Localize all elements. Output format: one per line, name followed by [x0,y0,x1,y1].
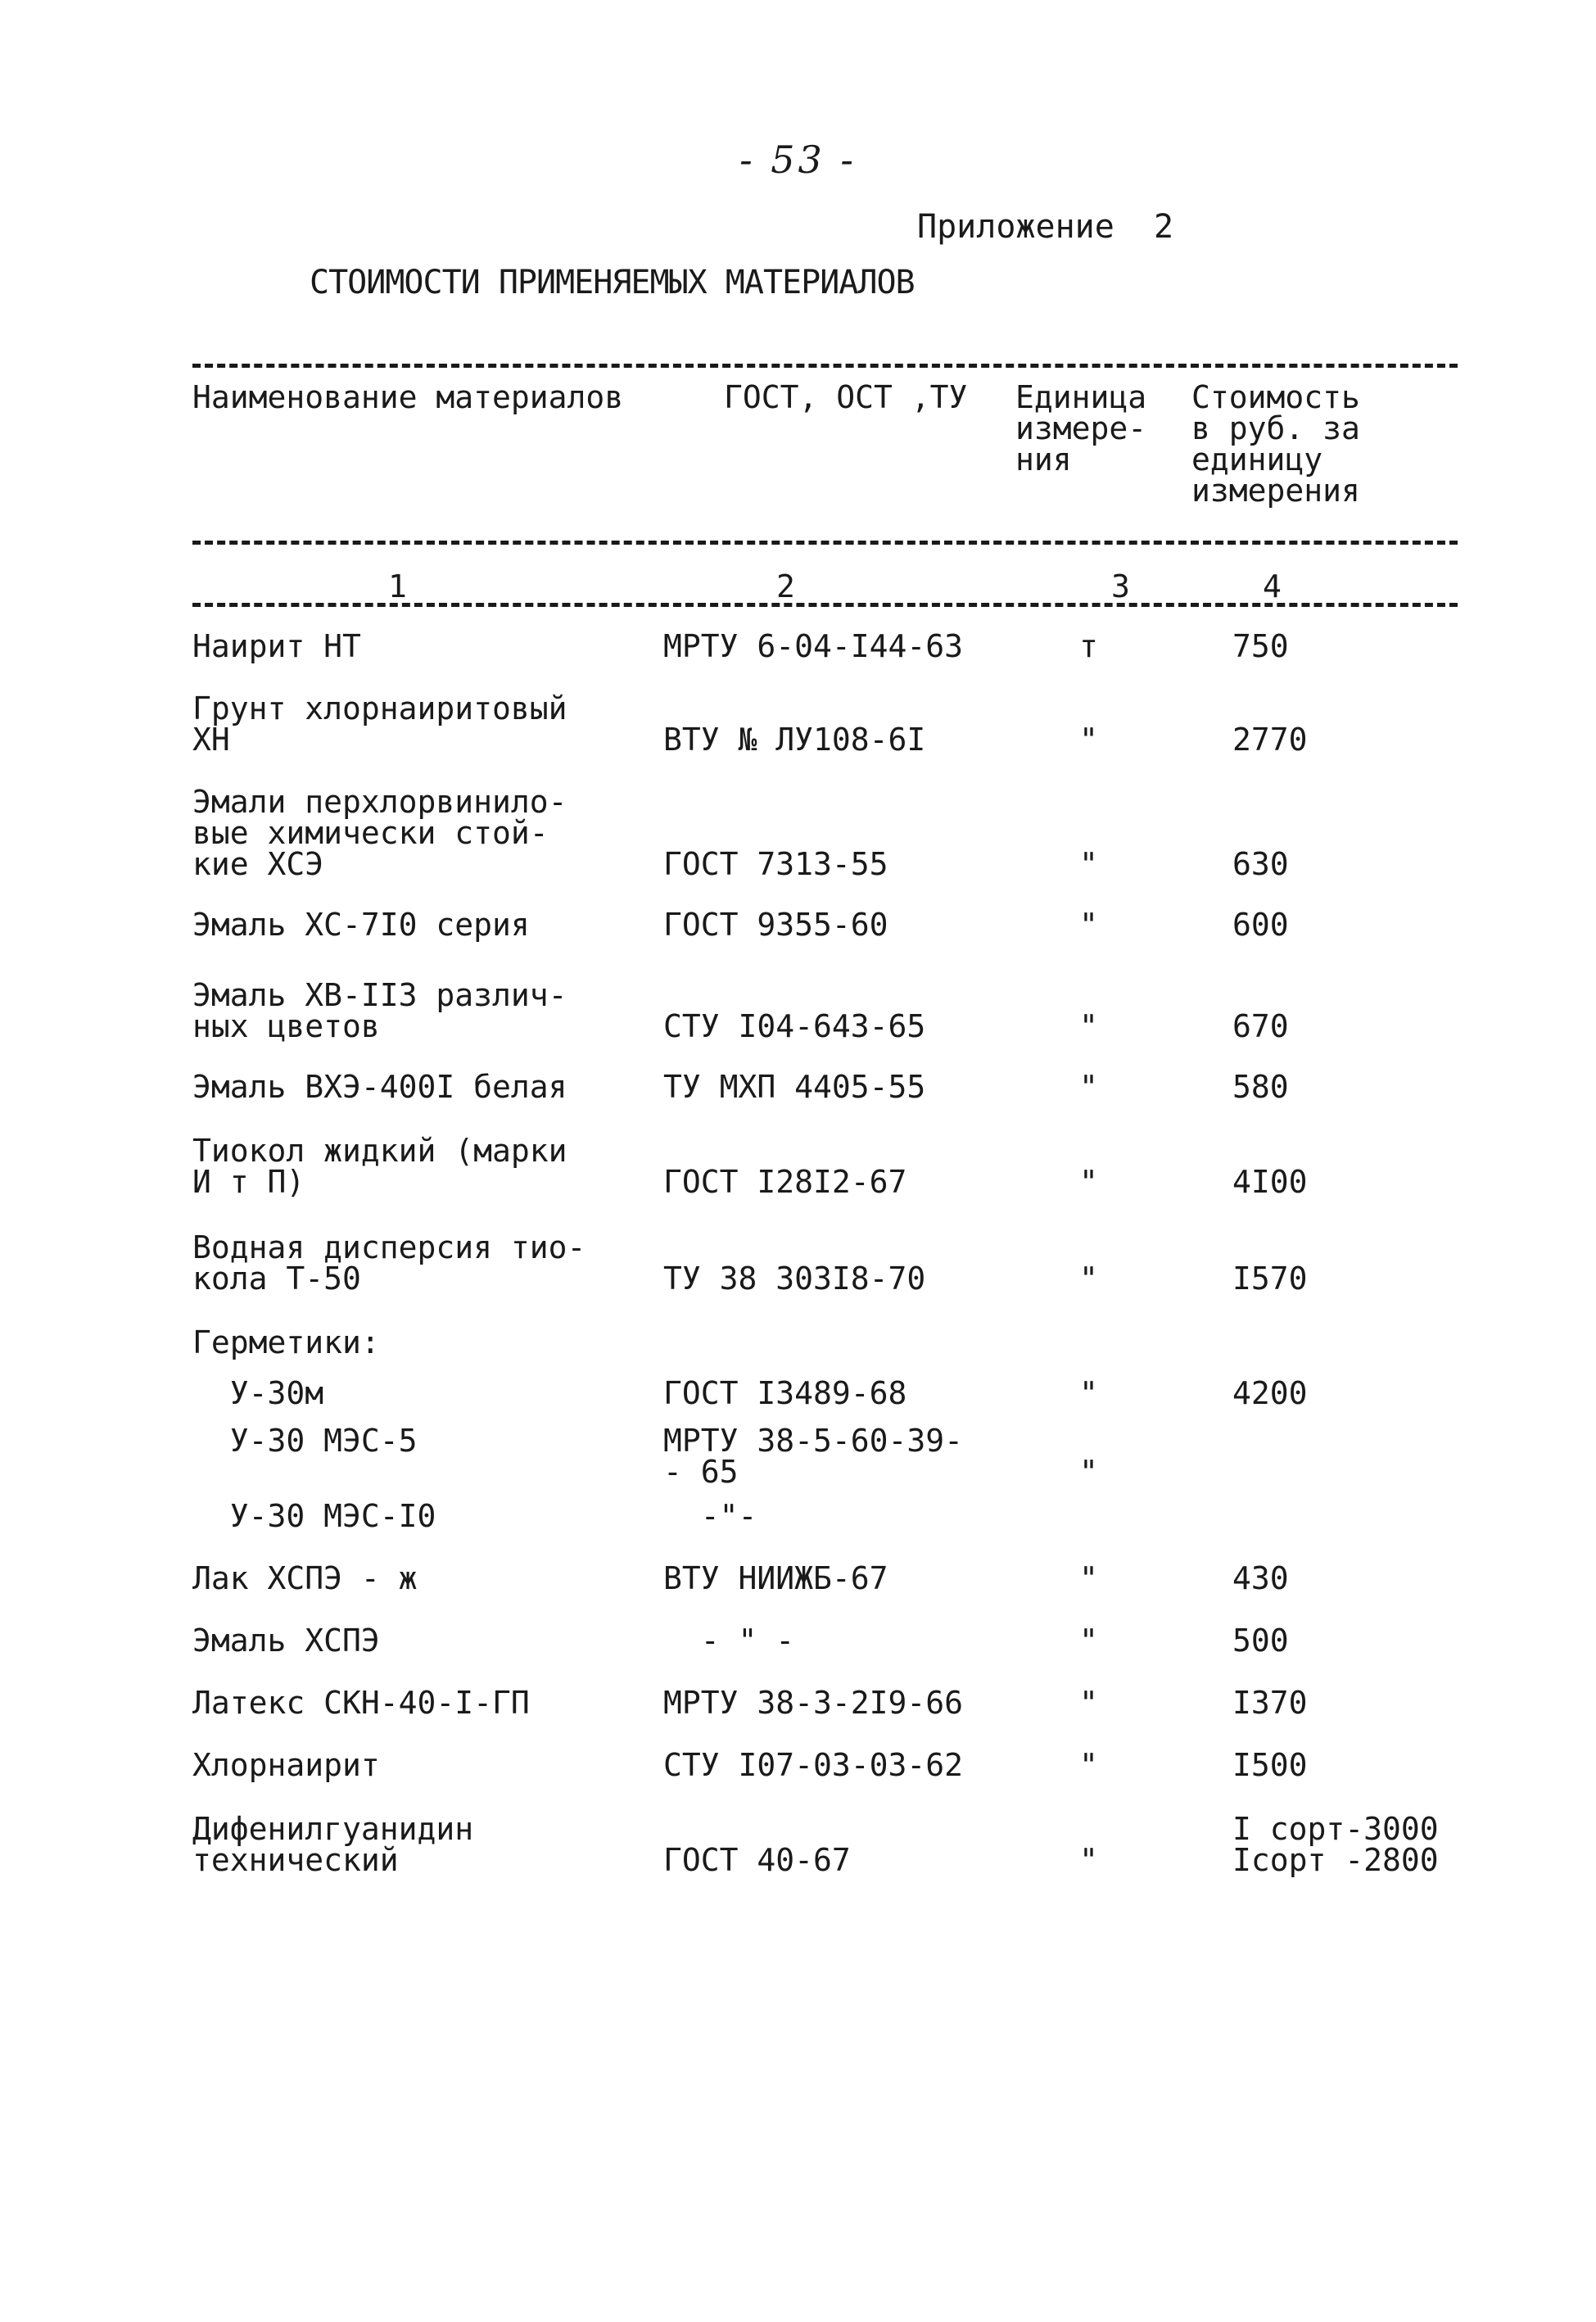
cell-name: Грунт хлорнаиритовый ХН [192,690,567,758]
column-number-2: 2 [776,568,795,604]
cell-name: У-30 МЭС-5 [192,1423,418,1459]
cell-name: У-30 МЭС-I0 [192,1498,436,1534]
cell-gost: МРТУ 38-3-2I9-66 [663,1685,964,1721]
cell-gost: ГОСТ I3489-68 [663,1375,907,1411]
cell-cost: I500 [1232,1747,1308,1783]
table-top-rule [192,364,1458,368]
cell-cost: 4200 [1232,1375,1308,1411]
cell-gost: ГОСТ 7313-55 [663,846,888,882]
cell-gost: СТУ I07-03-03-62 [663,1747,964,1783]
cell-unit: " [1079,1685,1098,1721]
page-number: - 53 - [739,138,857,182]
cell-gost: - " - [663,1623,795,1659]
cell-cost: 670 [1232,1008,1289,1044]
cell-gost: МРТУ 38-5-60-39- - 65 [663,1423,964,1490]
cell-name: Наирит НТ [192,628,361,664]
header-unit: Единица измере- ния [1015,379,1147,478]
column-number-4: 4 [1263,568,1282,604]
cell-gost: ГОСТ I28I2-67 [663,1164,907,1200]
cell-cost: I570 [1232,1261,1308,1297]
cell-unit: " [1079,722,1098,758]
cell-name: Дифенилгуанидин технический [192,1811,474,1878]
document-title: СТОИМОСТИ ПРИМЕНЯЕМЫХ МАТЕРИАЛОВ [310,264,915,301]
cell-name: Эмали перхлорвинило- вые химически стой- кие ХСЭ [192,784,567,882]
cell-unit: " [1079,907,1098,943]
cell-name: У-30м [192,1375,324,1411]
cell-name: Тиокол жидкий (марки И т П) [192,1133,567,1200]
cell-cost: 750 [1232,628,1289,664]
cell-name: Лак ХСПЭ - ж [192,1560,418,1596]
cell-gost: МРТУ 6-04-I44-63 [663,628,964,664]
cell-gost: ВТУ НИИЖБ-67 [663,1560,888,1596]
cell-unit: " [1079,1261,1098,1297]
header-name: Наименование материалов [192,379,624,415]
cell-unit: т [1079,628,1098,664]
cell-name: Водная дисперсия тио- кола Т-50 [192,1229,586,1297]
header-bottom-rule [192,541,1458,545]
cell-unit: " [1079,1560,1098,1596]
cell-name: Эмаль ХВ-II3 различ- ных цветов [192,977,567,1044]
cell-cost: 500 [1232,1623,1289,1659]
cell-unit: " [1079,1164,1098,1200]
cell-cost: 4I00 [1232,1164,1308,1200]
appendix-label: Приложение 2 [917,208,1174,246]
column-number-1: 1 [388,568,407,604]
cell-cost: I сорт-3000 Iсорт -2800 [1232,1811,1439,1878]
cell-cost: 600 [1232,907,1289,943]
cell-gost: СТУ I04-643-65 [663,1008,926,1044]
cell-gost: ГОСТ 9355-60 [663,907,888,943]
cell-unit: " [1079,1623,1098,1659]
cell-unit: " [1079,1842,1098,1878]
cell-gost: -"- [663,1498,757,1534]
header-cost: Стоимость в руб. за единицу измерения [1191,379,1360,509]
cell-name: Латекс СКН-40-I-ГП [192,1685,530,1721]
cell-cost: 430 [1232,1560,1289,1596]
cell-gost: ВТУ № ЛУ108-6I [663,722,926,758]
cell-gost: ТУ 38 303I8-70 [663,1261,926,1297]
cell-unit: " [1079,1069,1098,1105]
cell-name: Эмаль ВХЭ-400I белая [192,1069,567,1105]
cell-name: Герметики: [192,1324,380,1360]
cell-cost: I370 [1232,1685,1308,1721]
cell-unit: " [1079,1454,1098,1490]
cell-unit: " [1079,1375,1098,1411]
cell-cost: 2770 [1232,722,1308,758]
column-number-3: 3 [1111,568,1130,604]
cell-cost: 630 [1232,846,1289,882]
cell-gost: ГОСТ 40-67 [663,1842,851,1878]
cell-unit: " [1079,1008,1098,1044]
cell-unit: " [1079,1747,1098,1783]
cell-gost: ТУ МХП 4405-55 [663,1069,926,1105]
cell-cost: 580 [1232,1069,1289,1105]
header-gost: ГОСТ, ОСТ ,ТУ [724,379,968,415]
column-numbers-rule [192,603,1458,607]
cell-name: Хлорнаирит [192,1747,380,1783]
cell-name: Эмаль ХС-7I0 серия [192,907,530,943]
cell-unit: " [1079,846,1098,882]
cell-name: Эмаль ХСПЭ [192,1623,380,1659]
